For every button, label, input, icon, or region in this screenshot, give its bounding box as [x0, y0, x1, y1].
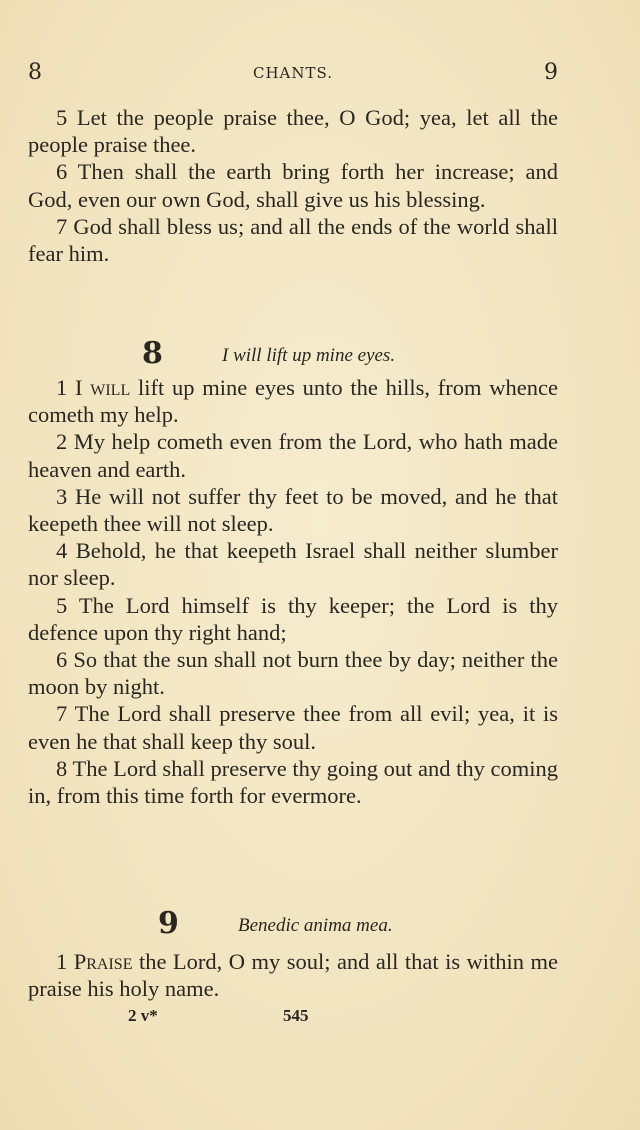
- signature-mark: 2 v*: [128, 1006, 158, 1025]
- right-page-number: 9: [544, 60, 558, 85]
- running-header: [28, 60, 558, 90]
- psalm-9-verses: [28, 948, 558, 1002]
- verse: 6 So that the sun shall not burn thee by day; neither the moon by night.: [28, 647, 558, 700]
- psalm-number: 9: [158, 906, 179, 941]
- verse-number: 1: [56, 949, 68, 974]
- verse: 5 The Lord himself is thy keeper; the Lord is thy defence upon thy right hand;: [28, 592, 558, 645]
- page-footer: [0, 1006, 640, 1030]
- verse-text: the Lord, O my soul; and all that is within me praise his holy name.: [28, 949, 559, 1002]
- verse: 2 My help cometh even from the Lord, who hath made heaven and earth.: [28, 429, 558, 482]
- left-page-number: 8: [28, 60, 42, 85]
- verse-number: 1: [56, 375, 68, 400]
- verse: 7 God shall bless us; and all the ends of the world shall fear him.: [28, 213, 558, 267]
- footer-page-number: 545: [283, 1006, 309, 1025]
- verse: 8 The Lord shall preserve thy going out and thy coming in, from this time forth for evermore.: [28, 755, 558, 809]
- psalm-9-heading: [0, 906, 640, 946]
- verse: 3 He will not suffer thy feet to be moved, and he that keepeth thee will not sleep.: [28, 483, 558, 537]
- psalm-8-verses: [28, 374, 558, 809]
- psalm-number: 8: [142, 336, 163, 371]
- top-verses: [28, 104, 558, 267]
- running-head: CHANTS.: [252, 64, 334, 82]
- psalm-8-heading: [0, 336, 640, 376]
- psalm-title: Benedic anima mea.: [238, 915, 393, 936]
- verse: 7 The Lord shall preserve thee from all evil; yea, it is even he that shall keep thy soul.: [28, 701, 558, 754]
- verse: 5 Let the people praise thee, O God; yea, let all the people praise thee.: [28, 105, 558, 158]
- psalm-title: I will lift up mine eyes.: [222, 345, 396, 366]
- verse-text: lift up mine eyes unto the hills, from whence cometh my help.: [28, 375, 558, 428]
- verse: 4 Behold, he that keepeth Israel shall neither slumber nor sleep.: [28, 538, 558, 591]
- verse-opening-word: I will: [75, 375, 131, 400]
- verse: [28, 948, 558, 1002]
- verse: [28, 374, 558, 428]
- verse: 6 Then shall the earth bring forth her increase; and God, even our own God, shall give us his blessing.: [28, 159, 558, 212]
- verse-opening-word: Praise: [73, 949, 133, 974]
